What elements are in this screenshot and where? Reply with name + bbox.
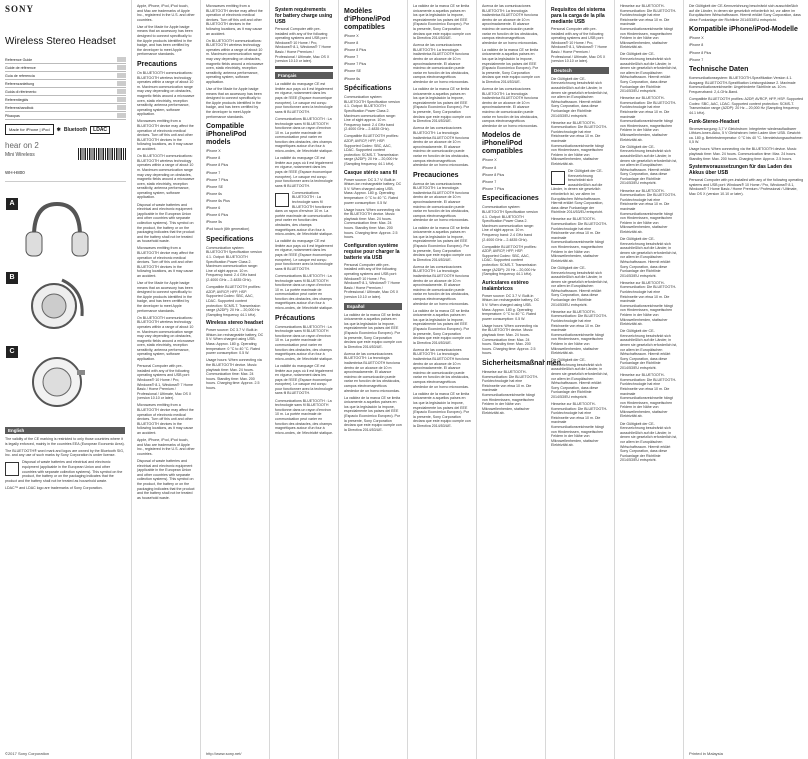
waste-bin-icon bbox=[275, 193, 289, 207]
column-9 bbox=[614, 0, 682, 759]
heading-system-req-es: Requisitos del sistema para la carga de la pila mediante USB bbox=[551, 7, 606, 25]
paragraph: Die Gültigkeit der CE-Kennzeichnung beschränkt sich ausschließlich auf die Länder, in denen sie gesetzlich erforderlich ist, vor allem im Europäischen Wirtschaftsraum. Hiermit erklärt Sony Corporation, dass diese Funkanlage der Richtlinie 2014/53/EU entspricht. bbox=[620, 421, 678, 463]
paragraph: Disposal of waste batteries and electrical and electronic equipment (applicable in the European Union and other countries with separate collection systems). This symbol on the product, the battery or on the packaging indicates that the product and the battery shall not be treated as household waste. bbox=[137, 202, 195, 244]
bluetooth-label: Bluetooth bbox=[63, 126, 88, 133]
list-item: iPhone 7 bbox=[689, 57, 704, 62]
waste-bin-icon bbox=[5, 462, 19, 476]
paragraph: La validité du marquage CE est limitée aux pays où il est légalement en vigueur, notamment dans les pays de l'EEE (Espace économique européen). Le casque est conçu pour fonctionner avec la technologie sans fil BLUETOOTH. bbox=[275, 82, 333, 114]
series-subtitle: Mini Wireless bbox=[5, 152, 35, 158]
heading-auriculares: Auriculares estéreo inalámbricos bbox=[482, 279, 529, 292]
ldac-logo: LDAC bbox=[90, 126, 110, 134]
paragraph: Acerca de las comunicaciones BLUETOOTH: La tecnología inalámbrica BLUETOOTH funciona dentro de un alcance de 10 m aproximadamente. El alcance máximo de comunicación puede variar en función de los obstáculos, campos electromagnéticos alrededor de un horno microondas. bbox=[413, 347, 470, 389]
paragraph: Microwaves emitting from a BLUETOOTH device may affect the operation of electronic medical devices. Turn off this unit and other BLUETOOTH devices in the following locations, as it may cause an accident. bbox=[137, 246, 194, 278]
language-row: Referentiegids bbox=[5, 96, 126, 104]
list-item: iPhone 8 Plus bbox=[482, 172, 505, 177]
paragraph: Acerca de las comunicaciones BLUETOOTH: La tecnología inalámbrica BLUETOOTH funciona dentro de un alcance de 10 m aproximadamente. El alcance máximo de comunicación puede variar en función de los obstáculos, campos electromagnéticos alrededor de un horno microondas. bbox=[482, 87, 539, 128]
paragraph: Die Gültigkeit der CE-Kennzeichnung beschränkt sich ausschließlich auf die Länder, in denen sie gesetzlich erforderlich ist, vor allem im Europäischen Wirtschaftsraum. Hiermit erklärt Sony Corporation, dass diese Funkanlage der Richtlinie 2014/53/EU entspricht. bbox=[689, 4, 801, 22]
paragraph: Power source: DC 3.7 V: Built-in lithium-ion rechargeable battery, DC 5 V: When charged using USB. Mass: Approx. 180 g. Operating temperature: 0 °C to 40 °C. Rated power consumption: 0.5 W. bbox=[206, 328, 264, 356]
column-7 bbox=[476, 0, 561, 759]
heading-specifications: Specifications bbox=[206, 235, 254, 243]
paragraph: Usage hours: When connecting via the BLUETOOTH device. Music playback time: Max. 24 hours. Communication time: Max. 24 hours. Standby time: Max. 200 hours. Charging time: Approx. 2.5 hours. bbox=[689, 147, 797, 161]
paragraph: Compatible BLUETOOTH profiles: A2DP, AVRCP, HFP, HSP. Supported Codec: SBC, AAC, LDAC. Supported content protection: SCMS-T. Transmission range (A2DP): 20 Hz – 20,000 Hz (Sampling frequency 44.1 kHz). bbox=[344, 134, 399, 166]
figure-label-b: B bbox=[6, 272, 18, 284]
paragraph: Use of the Made for Apple badge means that an accessory has been designed to connect specifically to the Apple products identified in the badge, and has been certified by the developer to meet Apple performance standards. bbox=[137, 24, 193, 57]
paragraph: Hinweise zur BLUETOOTH-Kommunikation: Die BLUETOOTH-Funktechnologie hat eine Reichweite von etwa 10 m. Die maximale Kommunikationsreichweite hängt von Hindernissen, magnetischen Feldern in der Nähe von Mikrowellenherden, statischer Elektrizität ab. bbox=[620, 96, 677, 142]
list-item: iPhone SE bbox=[344, 69, 361, 74]
paragraph: Communications BLUETOOTH : La technologie sans fil BLUETOOTH fonctionne dans un rayon d'environ 10 m. La portée maximale de communication peut varier en fonction des obstacles, des champs magnétiques autour d'un four à micro-ondes, de l'électricité statique. bbox=[275, 398, 334, 435]
paragraph: Stromversorgung: 3,7 V Gleichstrom: Integrierter wiederaufladbarer Lithium-Ionen-Akku, 5 V Gleichstrom: beim Laden über USB. Gewicht: ca. 180 g. Betriebstemperatur: 0 °C bis 40 °C. Nennleistungsaufnahme: 0,5 W. bbox=[689, 126, 803, 145]
language-row: Guía de referencia bbox=[5, 72, 126, 80]
paragraph: La validez de la marca CE se limita únicamente a aquellos países en los que la legislación la impone, especialmente los países del EEE (Espacio Económico Europeo). Por la presente, Sony Corporation declara que este equipo cumple con la Directiva 2014/53/UE. bbox=[413, 308, 471, 345]
paragraph: Compatible BLUETOOTH profiles: A2DP, AVRCP, HFP, HSP. Supported Codec: SBC, AAC, LDAC. Supported content protection: SCMS-T. Transmission range (A2DP): 20 Hz – 20,000 Hz (Sampling frequency 44.1 kHz). bbox=[206, 285, 261, 317]
paragraph: Usage hours: When connecting via the BLUETOOTH device. Music playback time: Max. 24 hours. Communication time: Max. 24 hours. Standby time: Max. 200 hours. Charging time: Approx. 2.5 hours. bbox=[206, 358, 262, 390]
heading-specifications-fr: Spécifications bbox=[344, 85, 392, 93]
heading-sicherheit: Sicherheitsmaßnahmen bbox=[482, 360, 561, 368]
paragraph: La validez de la marca CE se limita únicamente a aquellos países en los que la legislación la impone, especialmente los países del EEE (Espacio Económico Europeo). Por la presente, Sony Corporation declara que este equipo cumple con la Directiva 2014/53/UE. bbox=[413, 391, 471, 428]
paragraph: Hinweise zur BLUETOOTH-Kommunikation: Die BLUETOOTH-Funktechnologie hat eine Reichweite von etwa 10 m. Die maximale Kommunikationsreichweite hängt von Hindernissen, magnetischen Feldern in der Nähe von Mikrowellenherden, statischer Elektrizität ab. bbox=[620, 373, 677, 419]
copyright: ©2017 Sony Corporation bbox=[5, 751, 50, 756]
paragraph: On BLUETOOTH communications: BLUETOOTH wireless technology operates within a range of about 10 m. Maximum communication range may vary depending on obstacles, magnetic fields around a microwave oven, static electricity, reception sensitivity, antenna performance, operating system, software application. bbox=[137, 71, 195, 117]
paragraph: Acerca de las comunicaciones BLUETOOTH: La tecnología inalámbrica BLUETOOTH funciona dentro de un alcance de 10 m aproximadamente. El alcance máximo de comunicación puede variar en función de los obstáculos, campos electromagnéticos alrededor de un horno microondas. bbox=[413, 126, 470, 168]
headset-figure-c bbox=[22, 344, 92, 416]
heading-compatible-fr: Modèles d'iPhone/iPod compatibles bbox=[344, 8, 391, 31]
paragraph: Personal Computer with pre-installed with any of the following operating systems and USB port: Windows® 10 Home / Pro, Windows® 8.1, Windows® 7 Home Basic / Home Premium / Professional / Ultimate, Mac OS X (version 10.10 or later). bbox=[344, 262, 401, 299]
paragraph: La validez de la marca CE se limita únicamente a aquellos países en los que la legislación la impone, especialmente los países del EEE (Espacio Económico Europeo). Por la presente, Sony Corporation declara que este equipo cumple con la Directiva 2014/53/UE. bbox=[344, 395, 402, 432]
heading-precautions: Precautions bbox=[137, 61, 178, 69]
paragraph: Personal Computer with pre-installed with any of the following operating systems and USB port: Windows® 10 Home / Pro, Windows® 8.1, Windows® 7 Home Basic / Home Premium / Professional / Ultimate, Mac OS X (version 10.10 or later). bbox=[275, 27, 332, 64]
paragraph: Die Gültigkeit der CE-Kennzeichnung beschränkt sich ausschließlich auf die Länder, in denen sie gesetzlich erforderlich ist, vor allem im Europäischen Wirtschaftsraum. Hiermit erklärt Sony Corporation, dass diese Funkanlage der Richtlinie 2014/53/EU entspricht. bbox=[620, 52, 678, 94]
paragraph: La validité du marquage CE est limitée aux pays où il est légalement en vigueur, notamment dans les pays de l'EEE (Espace économique européen). Le casque est conçu pour fonctionner avec la technologie sans fil BLUETOOTH. bbox=[275, 363, 333, 396]
paragraph: Die Gültigkeit der CE-Kennzeichnung beschränkt sich ausschließlich auf die Länder, in denen sie gesetzlich erforderlich ist, vor allem im Europäischen Wirtschaftsraum. Hiermit erklärt Sony Corporation, dass diese Funkanlage der Richtlinie 2014/53/EU entspricht. bbox=[620, 329, 678, 371]
paragraph: Acerca de las comunicaciones BLUETOOTH: La tecnología inalámbrica BLUETOOTH funciona dentro de un alcance de 10 m aproximadamente. El alcance máximo de comunicación puede variar en función de los obstáculos, campos electromagnéticos alrededor de un horno microondas. bbox=[413, 43, 470, 84]
column-5 bbox=[338, 0, 406, 759]
list-item: iPhone 7 Plus bbox=[344, 62, 367, 67]
paragraph: Microwaves emitting from a BLUETOOTH device may affect the operation of electronic medical devices. Turn off this unit and other BLUETOOTH devices in the following locations, as it may cause an accident. bbox=[137, 403, 194, 435]
paragraph: Usage hours: When connecting via the BLUETOOTH device. Music playback time: Max. 24 hours. Communication time: Max. 24 hours. Standby time: Max. 200 hours. Charging time: Approx. 2.5 hours. bbox=[482, 323, 538, 356]
paragraph: Power source: DC 3.7 V: Built-in lithium-ion rechargeable battery, DC 5 V: When charged using USB. Mass: Approx. 180 g. Operating temperature: 0 °C to 40 °C. Rated power consumption: 0.5 W. bbox=[482, 293, 540, 321]
intro-text: The validity of the CE marking is restricted to only those countries where it is legally enforced, mainly in the countries EEA (European Economic Area). bbox=[5, 437, 125, 446]
paragraph: Communications BLUETOOTH : La technologie sans fil BLUETOOTH fonctionne dans un rayon d'environ 10 m. La portée maximale de communication peut varier en fonction des obstacles, des champs magnétiques autour d'un four à micro-ondes, de l'électricité statique. bbox=[275, 273, 334, 311]
list-item: iPhone 5s bbox=[206, 220, 222, 225]
paragraph: Apple, iPhone, iPod, iPod touch, and Mac are trademarks of Apple Inc., registered in the U.S. and other countries. bbox=[137, 4, 195, 22]
paragraph: Communications BLUETOOTH : La technologie sans fil BLUETOOTH fonctionne dans un rayon d'environ 10 m. La portée maximale de communication peut varier en fonction des obstacles, des champs magnétiques autour d'un four à micro-ondes, de l'électricité statique. bbox=[275, 324, 334, 361]
series-logo: hear on 2 bbox=[5, 141, 39, 150]
paragraph: Communication system: BLUETOOTH Specification version 4.1. Output: BLUETOOTH Specification Power Class 2. Maximum communication range: Line of sight approx. 10 m. Frequency band: 2.4 GHz band (2.4000 GHz – 2.4835 GHz). bbox=[482, 205, 538, 242]
section-tab-english: English bbox=[5, 427, 125, 434]
paragraph: Die Gültigkeit der CE-Kennzeichnung beschränkt sich ausschließlich auf die Länder, in denen sie gesetzlich erforderlich ist, vor allem im Europäischen Wirtschaftsraum. Hiermit erklärt Sony Corporation, dass diese Funkanlage der Richtlinie 2014/53/EU entspricht. bbox=[551, 76, 609, 118]
paragraph: La validité du marquage CE est limitée aux pays où il est légalement en vigueur, notamment dans les pays de l'EEE (Espace économique européen). Le casque est conçu pour fonctionner avec la technologie sans fil BLUETOOTH. bbox=[275, 239, 333, 271]
list-item: iPhone 7 bbox=[344, 55, 359, 60]
paragraph: Hinweise zur BLUETOOTH-Kommunikation: Die BLUETOOTH-Funktechnologie hat eine Reichweite von etwa 10 m. Die maximale Kommunikationsreichweite hängt von Hindernissen, magnetischen Feldern in der Nähe von Mikrowellenherden, statischer Elektrizität ab. bbox=[620, 280, 677, 327]
language-row: Guide de référence bbox=[5, 64, 126, 72]
paragraph: Die Gültigkeit der CE-Kennzeichnung beschränkt sich ausschließlich auf die Länder, in denen sie gesetzlich erforderlich ist, vor allem im Europäischen Wirtschaftsraum. Hiermit erklärt Sony Corporation, dass diese Funkanlage der Richtlinie 2014/53/EU entspricht. bbox=[620, 237, 678, 278]
paragraph: Hinweise zur BLUETOOTH-Kommunikation: Die BLUETOOTH-Funktechnologie hat eine Reichweite von etwa 10 m. Die maximale Kommunikationsreichweite hängt von Hindernissen, magnetischen Feldern in der Nähe von Mikrowellenherden, statischer Elektrizität ab. bbox=[551, 120, 608, 166]
paragraph: La validez de la marca CE se limita únicamente a aquellos países en los que la legislación la impone, especialmente los países del EEE (Espacio Económico Europeo). Por la presente, Sony Corporation declara que este equipo cumple con la Directiva 2014/53/UE. bbox=[344, 312, 402, 349]
paragraph: Microwaves emitting from a BLUETOOTH device may affect the operation of electronic medical devices. Turn off this unit and other BLUETOOTH devices in the following locations, as it may cause an accident. bbox=[137, 119, 194, 152]
footer-url: http://www.sony.net/ bbox=[206, 751, 242, 756]
barcode bbox=[78, 148, 126, 160]
list-item: iPhone X bbox=[689, 36, 704, 41]
paragraph: Acerca de las comunicaciones BLUETOOTH: La tecnología inalámbrica BLUETOOTH funciona dentro de un alcance de 10 m aproximadamente. El alcance máximo de comunicación puede variar en función de los obstáculos, campos electromagnéticos alrededor de un horno microondas. bbox=[344, 351, 401, 393]
certification-logos bbox=[5, 124, 126, 135]
paragraph: Communication system: BLUETOOTH Specification version 4.1. Output: BLUETOOTH Specification Power Class 2. Maximum communication range: Line of sight approx. 10 m. Frequency band: 2.4 GHz band (2.4000 GHz – 2.4835 GHz). bbox=[344, 95, 400, 132]
paragraph: Compatible BLUETOOTH profiles: A2DP, AVRCP, HFP, HSP. Supported Codec: SBC, AAC, LDAC. Supported content protection: SCMS-T. Transmission range (A2DP): 20 Hz – 20,000 Hz (Sampling frequency 44.1 kHz). bbox=[482, 244, 537, 277]
heading-casque: Casque stéréo sans fil bbox=[344, 169, 398, 176]
bluetooth-icon: ✱ bbox=[56, 126, 61, 133]
heading-funk-headset: Funk-Stereo-Headset bbox=[689, 118, 740, 125]
figure-label-c: C bbox=[6, 346, 18, 358]
list-item: iPhone 8 bbox=[482, 165, 497, 170]
paragraph: Power source: DC 3.7 V: Built-in lithium-ion rechargeable battery, DC 5 V: When charged using USB. Mass: Approx. 180 g. Operating temperature: 0 °C to 40 °C. Rated power consumption: 0.5 W. bbox=[344, 177, 402, 205]
headset-figure-b bbox=[22, 270, 92, 342]
language-index bbox=[5, 56, 126, 120]
language-row: Referenshandbok bbox=[5, 104, 126, 112]
language-row: Pikaopas bbox=[5, 112, 126, 120]
column-6 bbox=[407, 0, 475, 759]
column-4 bbox=[269, 0, 337, 759]
column-8 bbox=[545, 0, 613, 759]
bt-trademark-text: The BLUETOOTH® word mark and logos are owned by the Bluetooth SIG, Inc. and any use of such marks by Sony Corporation is under license. bbox=[5, 448, 125, 458]
list-item: iPhone X bbox=[206, 149, 221, 154]
apple-badge: Made for iPhone | iPod bbox=[5, 124, 54, 135]
list-item: iPhone 8 bbox=[344, 41, 359, 46]
paragraph: Microwaves emitting from a BLUETOOTH device may affect the operation of electronic medical devices. Turn off this unit and other BLUETOOTH devices in the following locations, as it may cause an accident. bbox=[206, 4, 263, 36]
heading-technische-daten: Technische Daten bbox=[689, 66, 749, 74]
list-item: iPhone 7 Plus bbox=[206, 177, 229, 182]
list-item: iPod touch (6th generation) bbox=[206, 227, 250, 232]
heading-compatible: Compatible iPhone/iPod models bbox=[206, 123, 247, 147]
ldac-text: LDAC™ and LDAC logo are trademarks of Sony Corporation. bbox=[5, 485, 103, 490]
paragraph: Hinweise zur BLUETOOTH-Kommunikation: Die BLUETOOTH-Funktechnologie hat eine Reichweite von etwa 10 m. Die maximale Kommunikationsreichweite hängt von Hindernissen, magnetischen Feldern in der Nähe von Mikrowellenherden, statischer Elektrizität ab. bbox=[620, 4, 677, 50]
heading-system-req: System requirements for battery charge using USB bbox=[275, 7, 333, 25]
column-2 bbox=[131, 0, 199, 759]
list-item: iPhone 6s bbox=[344, 76, 360, 81]
paragraph: La validité du marquage CE est limitée aux pays où il est légalement en vigueur, notamment dans les pays de l'EEE (Espace économique européen). Le casque est conçu pour fonctionner avec la technologie sans fil BLUETOOTH. bbox=[275, 156, 333, 188]
list-item: iPhone 8 Plus bbox=[689, 50, 712, 55]
list-item: iPhone 8 Plus bbox=[206, 163, 229, 168]
list-item: iPhone 6 Plus bbox=[206, 213, 229, 218]
paragraph: Kommunikationssystem: BLUETOOTH-Spezifikation Version 4.1. Ausgang: BLUETOOTH-Spezifikation Leistungsklasse 2. Maximale Kommunikationsreichweite: Ungehinderte Sichtlinie ca. 10 m. Frequenzband: 2,4-GHz-Band. bbox=[689, 76, 796, 95]
paragraph: On BLUETOOTH communications: BLUETOOTH wireless technology operates within a range of about 10 m. Maximum communication range may vary depending on obstacles, magnetic fields around a microwave oven, static electricity, reception sensitivity, antenna performance, operating system, software application. bbox=[137, 154, 195, 200]
heading-compatible-de: Kompatible iPhone/iPod-Modelle bbox=[689, 26, 798, 34]
heading-wireless-headset: Wireless stereo headset bbox=[206, 320, 264, 327]
section-tab-espanol: Español bbox=[344, 303, 402, 310]
product-title: Wireless Stereo Headset bbox=[5, 36, 116, 47]
column-10 bbox=[683, 0, 808, 759]
section-tab-francais: Français bbox=[275, 72, 333, 79]
paragraph: Die Gültigkeit der CE-Kennzeichnung beschränkt sich ausschließlich auf die Länder, in denen sie gesetzlich erforderlich ist, vor allem im Europäischen Wirtschaftsraum. Hiermit erklärt Sony Corporation, dass diese Funkanlage der Richtlinie 2014/53/EU entspricht. bbox=[551, 358, 609, 399]
paragraph: Hinweise zur BLUETOOTH-Kommunikation: Die BLUETOOTH-Funktechnologie hat eine Reichweite von etwa 10 m. Die maximale Kommunikationsreichweite hängt von Hindernissen, magnetischen Feldern in der Nähe von Mikrowellenherden, statischer Elektrizität ab. bbox=[620, 188, 677, 234]
paragraph: On BLUETOOTH communications: BLUETOOTH wireless technology operates within a range of about 10 m. Maximum communication range may vary depending on obstacles, magnetic fields around a microwave oven, static electricity, reception sensitivity, antenna performance, operating system, software application. bbox=[206, 38, 264, 84]
paragraph: Compatible BLUETOOTH profiles: A2DP, AVRCP, HFP, HSP. Supported Codec: SBC, AAC, LDAC. Supported content protection: SCMS-T. Transmission range (A2DP): 20 Hz – 20,000 Hz (Sampling frequency 44.1 kHz). bbox=[689, 97, 804, 115]
model-number: WH-H800 bbox=[5, 170, 25, 175]
paragraph: Disposal of waste batteries and electrical and electronic equipment (applicable in the European Union and other countries with separate collection systems). This symbol on the product, the battery or on the packaging indicates that the product and the battery shall not be treated as household waste. bbox=[137, 458, 195, 500]
list-item: iPhone X bbox=[344, 34, 359, 38]
language-row: Guida di riferimento bbox=[5, 88, 126, 96]
cover-column bbox=[0, 0, 130, 759]
heading-precautions-fr: Précautions bbox=[275, 314, 316, 322]
list-item: iPhone SE bbox=[206, 184, 223, 189]
heading-system-req-fr: Configuration système requise pour charger la batterie via USB bbox=[344, 242, 400, 261]
list-item: iPhone 8 bbox=[206, 156, 221, 161]
paragraph: Use of the Made for Apple badge means that an accessory has been designed to connect specifically to the Apple products identified in the badge, and has been certified by the developer to meet Apple performance standards. bbox=[137, 281, 193, 313]
paragraph: Hinweise zur BLUETOOTH-Kommunikation: Die BLUETOOTH-Funktechnologie hat eine Reichweite von etwa 10 m. Die maximale Kommunikationsreichweite hängt von Hindernissen, magnetischen Feldern in der Nähe von Mikrowellenherden, statischer Elektrizität ab. bbox=[482, 370, 539, 416]
paragraph: Personal Computer with pre-installed with any of the following operating systems and USB port: Windows® 10 Home / Pro, Windows® 8.1, Windows® 7 Home Basic / Home Premium / Professional / Ultimate, Mac OS X (version 10.10 or later). bbox=[551, 27, 608, 64]
column-3 bbox=[200, 0, 268, 759]
paragraph: La validez de la marca CE se limita únicamente a aquellos países en los que la legislación la impone, especialmente los países del EEE (Espacio Económico Europeo). Por la presente, Sony Corporation declara que este equipo cumple con la Directiva 2014/53/UE. bbox=[482, 47, 540, 84]
paragraph: Communication system: BLUETOOTH Specification version 4.1. Output: BLUETOOTH Specification Power Class 2. Maximum communication range: Line of sight approx. 10 m. Frequency band: 2.4 GHz band (2.4000 GHz – 2.4835 GHz). bbox=[206, 245, 262, 283]
printed-note: Printed in Malaysia bbox=[689, 751, 723, 756]
paragraph: Communications BLUETOOTH : La technologie sans fil BLUETOOTH fonctionne dans un rayon d'environ 10 m. La portée maximale de communication peut varier en fonction des obstacles, des champs magnétiques autour d'un four à micro-ondes, de l'électricité statique. bbox=[275, 116, 334, 154]
brand-logo: SONY bbox=[5, 4, 35, 14]
paragraph: La validez de la marca CE se limita únicamente a aquellos países en los que la legislación la impone, especialmente los países del EEE (Espacio Económico Europeo). Por la presente, Sony Corporation declara que este equipo cumple con la Directiva 2014/53/UE. bbox=[413, 225, 471, 262]
list-item: iPhone 7 bbox=[206, 170, 221, 175]
paragraph: On BLUETOOTH communications: BLUETOOTH wireless technology operates within a range of about 10 m. Maximum communication range may vary depending on obstacles, magnetic fields around a microwave oven, static electricity, reception sensitivity, antenna performance, operating system, software application. bbox=[137, 315, 195, 362]
waste-bin-icon bbox=[551, 171, 565, 185]
paragraph: Use of the Made for Apple badge means that an accessory has been designed to connect specifically to the Apple products identified in the badge, and has been certified by the developer to meet Apple performance standards. bbox=[206, 87, 262, 119]
language-row: Reference Guide bbox=[5, 56, 126, 64]
heading-precautions-es: Precauciones bbox=[413, 171, 459, 179]
paragraph: Die Gültigkeit der CE-Kennzeichnung beschränkt sich ausschließlich auf die Länder, in denen sie gesetzlich erforderlich ist, vor allem im Europäischen Wirtschaftsraum. Hiermit erklärt Sony Corporation, dass diese Funkanlage der Richtlinie 2014/53/EU entspricht. bbox=[620, 144, 678, 186]
paragraph: Hinweise zur BLUETOOTH-Kommunikation: Die BLUETOOTH-Funktechnologie hat eine Reichweite von etwa 10 m. Die maximale Kommunikationsreichweite hängt von Hindernissen, magnetischen Feldern in der Nähe von Mikrowellenherden, statischer Elektrizität ab. bbox=[551, 217, 608, 263]
list-item: iPhone 6s bbox=[206, 191, 222, 196]
paragraph: Personal Computer with pre-installed with any of the following operating systems and USB port: Windows® 10 Home / Pro, Windows® 8.1, Windows® 7 Home Basic / Home Premium / Professional / Ultimate, Mac OS X (version 10.10 or later). bbox=[689, 178, 804, 196]
iphone-model-list bbox=[206, 149, 264, 232]
heading-specificaciones: Especificaciones bbox=[482, 195, 539, 203]
list-item: iPhone X bbox=[482, 158, 497, 163]
paragraph: Acerca de las comunicaciones BLUETOOTH: La tecnología inalámbrica BLUETOOTH funciona dentro de un alcance de 10 m aproximadamente. El alcance máximo de comunicación puede variar en función de los obstáculos, campos electromagnéticos alrededor de un horno microondas. bbox=[413, 181, 470, 223]
paragraph: Apple, iPhone, iPod, iPod touch, and Mac are trademarks of Apple Inc., registered in the U.S. and other countries. bbox=[137, 438, 195, 456]
paragraph: Usage hours: When connecting via the BLUETOOTH device. Music playback time: Max. 24 hours. Communication time: Max. 24 hours. Standby time: Max. 200 hours. Charging time: Approx. 2.5 hours. bbox=[344, 207, 400, 240]
list-item: iPhone 8 Plus bbox=[344, 48, 367, 53]
paragraph: Hinweise zur BLUETOOTH-Kommunikation: Die BLUETOOTH-Funktechnologie hat eine Reichweite von etwa 10 m. Die maximale Kommunikationsreichweite hängt von Hindernissen, magnetischen Feldern in der Nähe von Mikrowellenherden, statischer Elektrizität ab. bbox=[551, 402, 608, 448]
heading-systemvoraussetzungen: Systemvoraussetzungen für das Laden des Akkus über USB bbox=[689, 164, 793, 177]
disposal-text: Disposal of waste batteries and electrical and electronic equipment (applicable in the European Union and other countries with separate collection systems). This symbol on the product, the battery or on the packaging indicates that the product and the battery shall not be treated as household waste. bbox=[5, 460, 123, 483]
paragraph: Die Gültigkeit der CE-Kennzeichnung beschränkt sich ausschließlich auf die Länder, in denen sie gesetzlich erforderlich ist, vor allem im Europäischen Wirtschaftsraum. Hiermit erklärt Sony Corporation, dass diese Funkanlage der Richtlinie 2014/53/EU entspricht. bbox=[551, 265, 609, 307]
paragraph: La validez de la marca CE se limita únicamente a aquellos países en los que la legislación la impone, especialmente los países del EEE (Espacio Económico Europeo). Por la presente, Sony Corporation declara que este equipo cumple con la Directiva 2014/53/UE. bbox=[413, 4, 471, 41]
paragraph: Die Gültigkeit der CE-Kennzeichnung beschränkt sich ausschließlich auf die Länder, in denen sie gesetzlich erforderlich ist, vor allem im Europäischen Wirtschaftsraum. Hiermit erklärt Sony Corporation, dass diese Funkanlage der Richtlinie 2014/53/EU entspricht. bbox=[551, 169, 604, 215]
paragraph: Personal Computer with pre-installed with any of the following operating systems and USB port: Windows® 10 Home / Pro, Windows® 8.1, Windows® 7 Home Basic / Home Premium / Professional / Ultimate, Mac OS X (version 10.10 or later). bbox=[137, 364, 194, 401]
list-item: iPhone 6 bbox=[206, 206, 221, 210]
list-item: iPhone 6s Plus bbox=[206, 198, 230, 203]
list-item: iPhone 7 bbox=[482, 179, 497, 184]
headset-figure-a bbox=[22, 196, 92, 268]
list-item: iPhone 8 bbox=[689, 43, 704, 48]
paragraph: Acerca de las comunicaciones BLUETOOTH: La tecnología inalámbrica BLUETOOTH funciona dentro de un alcance de 10 m aproximadamente. El alcance máximo de comunicación puede variar en función de los obstáculos, campos electromagnéticos alrededor de un horno microondas. bbox=[482, 4, 539, 45]
divider bbox=[275, 66, 333, 69]
paragraph: Communications BLUETOOTH : La technologie sans fil BLUETOOTH fonctionne dans un rayon d'environ 10 m. La portée maximale de communication peut varier en fonction des obstacles, des champs magnétiques autour d'un four à micro-ondes, de l'électricité statique. bbox=[275, 190, 334, 237]
paragraph: Hinweise zur BLUETOOTH-Kommunikation: Die BLUETOOTH-Funktechnologie hat eine Reichweite von etwa 10 m. Die maximale Kommunikationsreichweite hängt von Hindernissen, magnetischen Feldern in der Nähe von Mikrowellenherden, statischer Elektrizität ab. bbox=[551, 309, 608, 356]
language-row: Referenzanleitung bbox=[5, 80, 126, 88]
figure-label-a: A bbox=[6, 198, 18, 210]
section-tab-deutsch: Deutsch bbox=[551, 67, 609, 74]
paragraph: La validez de la marca CE se limita únicamente a aquellos países en los que la legislación la impone, especialmente los países del EEE (Espacio Económico Europeo). Por la presente, Sony Corporation declara que este equipo cumple con la Directiva 2014/53/UE. bbox=[413, 87, 471, 124]
paragraph: Acerca de las comunicaciones BLUETOOTH: La tecnología inalámbrica BLUETOOTH funciona dentro de un alcance de 10 m aproximadamente. El alcance máximo de comunicación puede variar en función de los obstáculos, campos electromagnéticos alrededor de un horno microondas. bbox=[413, 264, 470, 306]
heading-compatible-es: Modelos de iPhone/iPod compatibles bbox=[482, 132, 523, 156]
list-item: iPhone 7 Plus bbox=[482, 186, 505, 191]
